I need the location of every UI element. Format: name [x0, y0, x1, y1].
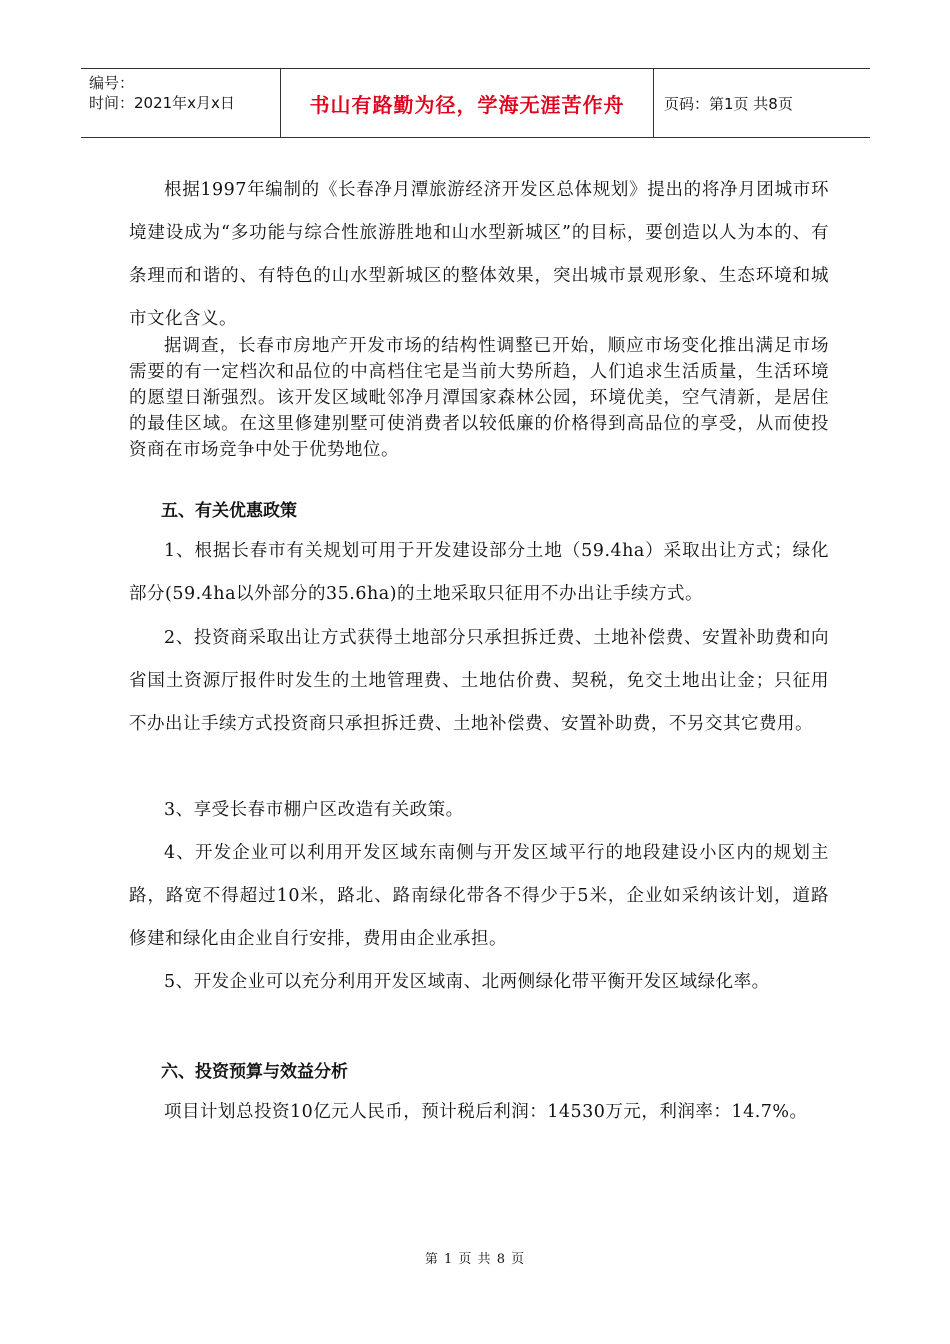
header-page-info: 页码：第1页 共8页 [664, 94, 793, 113]
policy-item-2: 2、投资商采取出让方式获得土地部分只承担拆迁费、土地补偿费、安置补助费和向省国土资源厅报件时发生的土地管理费、土地估价费、契税，免交土地出让金；只征用不办出让手续方式投资商只承担拆迁费、土地补偿费、安置补助费，不另交其它费用。 [129, 628, 829, 734]
policy-item-5: 5、开发企业可以充分利用开发区域南、北两侧绿化带平衡开发区域绿化率。 [164, 972, 770, 992]
paragraph-planning: 根据1997年编制的《长春净月潭旅游经济开发区总体规划》提出的将净月团城市环境建设成为“多功能与综合性旅游胜地和山水型新城区”的目标，要创造以人为本的、有条理而和谐的、有特色的山水型新城区的整体效果，突出城市景观形象、生态环境和城市文化含义。 [129, 180, 829, 329]
document-header [81, 68, 870, 138]
number-label: 编号： [89, 74, 135, 92]
policy-item-1: 1、根据长春市有关规划可用于开发建设部分土地（59.4ha）采取出让方式；绿化部分(59.4ha以外部分的35.6ha)的土地采取只征用不办出让手续方式。 [129, 541, 829, 604]
header-motto: 书山有路勤为径，学海无涯苦作舟 [281, 69, 654, 137]
policy-item-4: 4、开发企业可以利用开发区域东南侧与开发区域平行的地段建设小区内的规划主路，路宽不得超过10米，路北、路南绿化带各不得少于5米，企业如采纳该计划，道路修建和绿化由企业自行安排，费用由企业承担。 [129, 843, 829, 949]
policy-item-3: 3、享受长春市棚户区改造有关政策。 [164, 800, 464, 820]
section-5-heading: 五、有关优惠政策 [161, 501, 297, 521]
paragraph-survey: 据调查，长春市房地产开发市场的结构性调整已开始，顺应市场变化推出满足市场需要的有一定档次和品位的中高档住宅是当前大势所趋，人们追求生活质量，生活环境的愿望日渐强烈。该开发区域毗邻净月潭国家森林公园，环境优美，空气清新，是居住的最佳区域。在这里修建别墅可使消费者以较低廉的价格得到高品位的享受，从而使投资商在市场竞争中处于优势地位。 [129, 336, 829, 460]
section-6-heading: 六、投资预算与效益分析 [161, 1062, 348, 1082]
investment-text: 项目计划总投资10亿元人民币，预计税后利润：14530万元，利润率：14.7%。 [164, 1102, 808, 1122]
time-label: 时间：2021年x月x日 [89, 94, 235, 112]
page-footer: 第 1 页 共 8 页 [424, 1252, 526, 1267]
header-meta [81, 69, 281, 137]
